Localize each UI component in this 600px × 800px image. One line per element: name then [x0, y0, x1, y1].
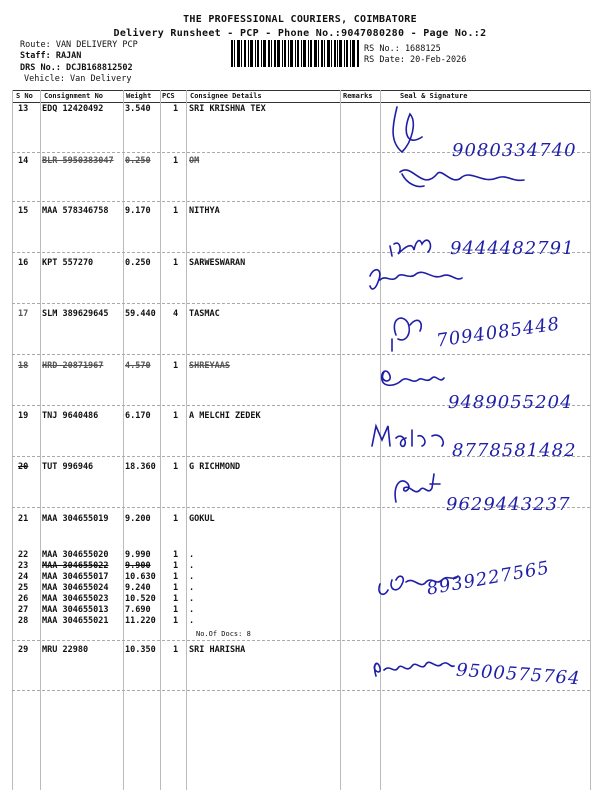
row-consignment: BLR 5950383047 [42, 156, 114, 166]
row-pcs: 1 [173, 561, 179, 571]
row-sno: 16 [18, 258, 29, 268]
docs-count: No.Of Docs: 8 [196, 630, 251, 638]
handwritten-phone: 8778581482 [452, 440, 577, 461]
row-weight: 0.250 [125, 156, 151, 166]
row-sno: 27 [18, 605, 29, 615]
row-pcs: 1 [173, 514, 179, 524]
row-consignee: SRI KRISHNA TEX [189, 104, 266, 114]
row-consignee: . [189, 572, 195, 582]
rs-date: RS Date: 20-Feb-2026 [364, 55, 467, 65]
row-sno: 22 [18, 550, 29, 560]
row-pcs: 1 [173, 594, 179, 604]
row-weight: 6.170 [125, 411, 151, 421]
row-weight: 3.540 [125, 104, 151, 114]
vehicle-label: Vehicle: Van Delivery [24, 74, 132, 84]
col-weight: Weight [126, 92, 152, 100]
row-consignment: TNJ 9640486 [42, 411, 99, 421]
row-consignee: . [189, 550, 195, 560]
row-consignee: TASMAC [189, 309, 220, 319]
row-pcs: 1 [173, 605, 179, 615]
barcode-image [231, 40, 359, 67]
grid-line [123, 90, 124, 790]
row-weight: 7.690 [125, 605, 151, 615]
row-consignee: . [189, 561, 195, 571]
row-sno: 17 [18, 309, 29, 319]
handwritten-phone: 9444482791 [450, 238, 575, 259]
row-sno: 24 [18, 572, 29, 582]
row-consignment: HRD 20871967 [42, 361, 104, 371]
row-weight: 9.200 [125, 514, 151, 524]
row-sno: 18 [18, 361, 29, 371]
row-weight: 9.170 [125, 206, 151, 216]
row-consignment: SLM 389629645 [42, 309, 109, 319]
row-consignment: MAA 304655017 [42, 572, 109, 582]
route-label: Route: VAN DELIVERY PCP [20, 40, 138, 50]
row-weight: 10.630 [125, 572, 156, 582]
col-consignment: Consignment No [44, 92, 104, 100]
row-consignment: KPT 557270 [42, 258, 94, 268]
handwritten-phone: 9629443237 [446, 494, 571, 515]
row-weight: 0.250 [125, 258, 151, 268]
row-consignee: SARWESWARAN [189, 258, 246, 268]
col-pcs: PCS [162, 92, 175, 100]
row-weight: 11.220 [125, 616, 156, 626]
row-consignee: . [189, 605, 195, 615]
grid-line [12, 90, 13, 790]
row-pcs: 1 [173, 616, 179, 626]
row-pcs: 1 [173, 645, 179, 655]
col-remarks: Remarks [343, 92, 373, 100]
row-consignment: MAA 304655020 [42, 550, 109, 560]
handwritten-phone: 7094085448 [435, 313, 562, 352]
row-divider [12, 690, 590, 691]
row-consignee: NITHYA [189, 206, 220, 216]
row-consignment: MAA 304655024 [42, 583, 109, 593]
row-weight: 4.570 [125, 361, 151, 371]
row-pcs: 4 [173, 309, 179, 319]
row-sno: 26 [18, 594, 29, 604]
runsheet-title: Delivery Runsheet - PCP - Phone No.:9047080280 - Page No.:2 [113, 28, 487, 39]
row-pcs: 1 [173, 156, 179, 166]
row-sno: 29 [18, 645, 29, 655]
col-sno: S No [16, 92, 33, 100]
row-weight: 10.350 [125, 645, 156, 655]
grid-line [40, 90, 41, 790]
row-divider [12, 201, 590, 202]
row-consignee: . [189, 594, 195, 604]
rs-number: RS No.: 1688125 [364, 44, 441, 54]
row-consignee: GOKUL [189, 514, 215, 524]
handwritten-phone: 9500575764 [455, 659, 582, 690]
row-weight: 9.240 [125, 583, 151, 593]
row-consignment: MAA 304655013 [42, 605, 109, 615]
row-consignment: MAA 578346758 [42, 206, 109, 216]
row-sno: 20 [18, 462, 29, 472]
row-pcs: 1 [173, 462, 179, 472]
staff-label: Staff: RAJAN [20, 51, 82, 61]
grid-line [340, 90, 341, 790]
row-consignee: . [189, 616, 195, 626]
row-consignment: MRU 22980 [42, 645, 89, 655]
row-weight: 9.990 [125, 550, 151, 560]
row-weight: 18.360 [125, 462, 156, 472]
row-pcs: 1 [173, 583, 179, 593]
row-weight: 10.520 [125, 594, 156, 604]
handwritten-phone: 8939227565 [425, 557, 552, 600]
row-consignee: OM [189, 156, 200, 166]
row-weight: 59.440 [125, 309, 156, 319]
row-consignment: TUT 996946 [42, 462, 94, 472]
row-pcs: 1 [173, 361, 179, 371]
row-pcs: 1 [173, 104, 179, 114]
drs-label: DRS No.: DCJB168812502 [20, 63, 133, 73]
row-pcs: 1 [173, 411, 179, 421]
rs-info [364, 44, 466, 66]
row-sno: 19 [18, 411, 29, 421]
row-sno: 15 [18, 206, 29, 216]
grid-line [160, 90, 161, 790]
handwritten-phone: 9080334740 [452, 140, 577, 161]
grid-line [186, 90, 187, 790]
row-consignee: A MELCHI ZEDEK [189, 411, 261, 421]
row-divider [12, 640, 590, 641]
row-consignee: . [189, 583, 195, 593]
row-sno: 28 [18, 616, 29, 626]
handwritten-phone: 9489055204 [448, 392, 573, 413]
row-consignment: MAA 304655023 [42, 594, 109, 604]
col-consignee: Consignee Details [190, 92, 262, 100]
row-sno: 13 [18, 104, 29, 114]
row-consignment: MAA 304655022 [42, 561, 109, 571]
row-consignment: EDQ 12420492 [42, 104, 104, 114]
row-consignment: MAA 304655021 [42, 616, 109, 626]
row-sno: 25 [18, 583, 29, 593]
row-sno: 23 [18, 561, 29, 571]
row-consignee: SRI HARISHA [189, 645, 246, 655]
col-seal: Seal & Signature [400, 92, 468, 100]
row-weight: 9.900 [125, 561, 151, 571]
row-pcs: 1 [173, 206, 179, 216]
row-sno: 21 [18, 514, 29, 524]
row-sno: 14 [18, 156, 29, 166]
row-divider [12, 303, 590, 304]
row-consignee: SHREYAAS [189, 361, 230, 371]
row-pcs: 1 [173, 258, 179, 268]
row-pcs: 1 [173, 572, 179, 582]
company-title: THE PROFESSIONAL COURIERS, COIMBATORE [183, 14, 417, 25]
row-consignee: G RICHMOND [189, 462, 241, 472]
row-pcs: 1 [173, 550, 179, 560]
row-consignment: MAA 304655019 [42, 514, 109, 524]
